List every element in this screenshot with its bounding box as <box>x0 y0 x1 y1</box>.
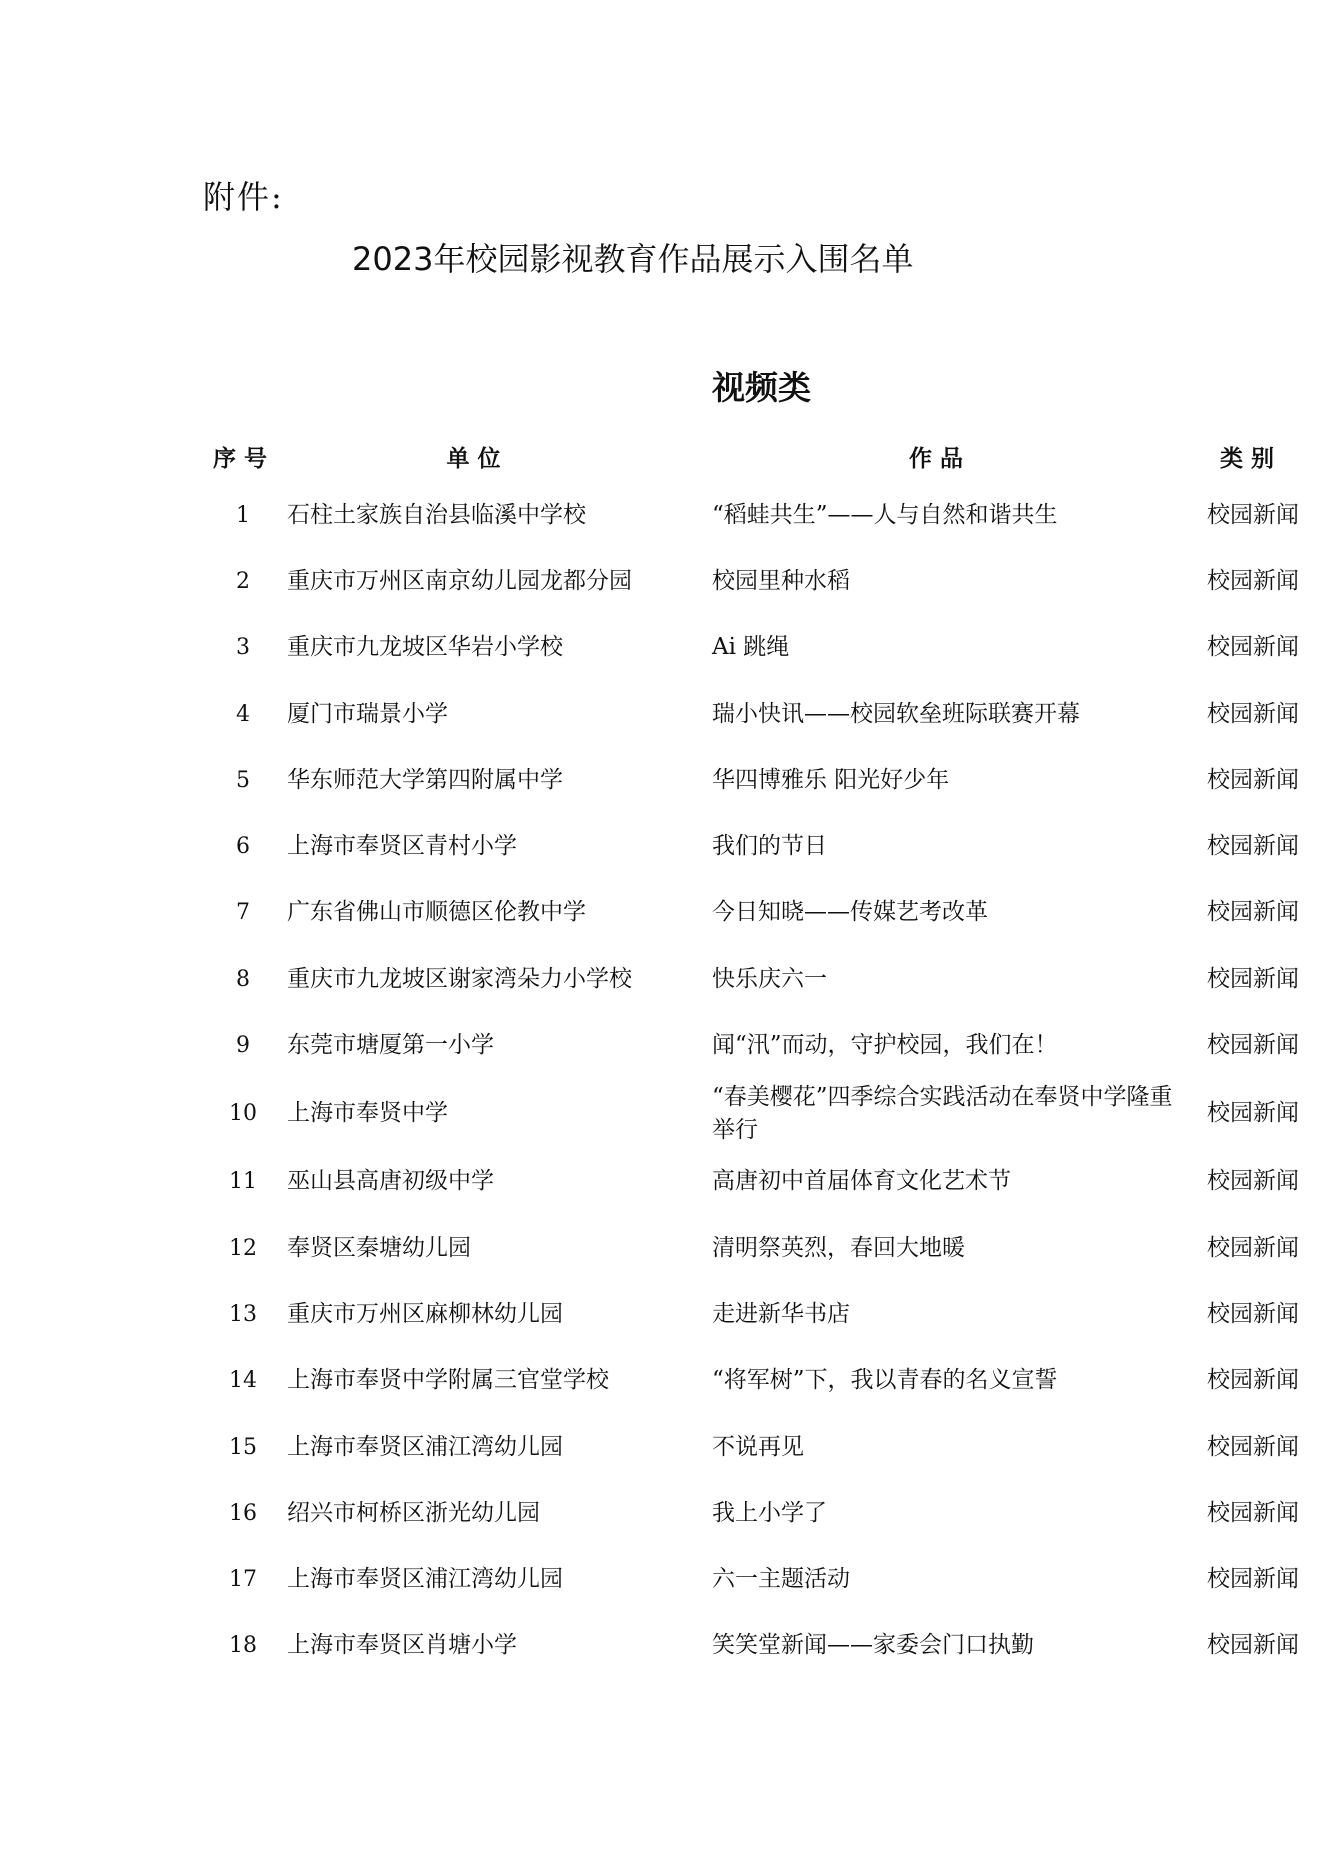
row-work: “春美樱花”四季综合实践活动在奉贤中学隆重举行 <box>712 1083 1173 1143</box>
row-no: 1 <box>236 502 250 528</box>
table-row <box>195 1546 1315 1612</box>
row-no: 14 <box>229 1368 257 1394</box>
table-row <box>195 1215 1315 1281</box>
row-no: 7 <box>236 900 250 926</box>
row-no: 9 <box>236 1033 250 1059</box>
row-category: 校园新闻 <box>1207 1566 1299 1593</box>
shortlist-table <box>195 430 1315 1679</box>
row-unit: 上海市奉贤区浦江湾幼儿园 <box>287 1566 563 1593</box>
table-row <box>195 1480 1315 1546</box>
row-category: 校园新闻 <box>1207 1234 1299 1261</box>
row-category: 校园新闻 <box>1207 766 1299 793</box>
row-work: 今日知晓——传媒艺考改革 <box>712 899 988 926</box>
table-row <box>195 1281 1315 1347</box>
row-no: 12 <box>229 1235 257 1261</box>
row-category: 校园新闻 <box>1207 1032 1299 1059</box>
row-work: “将军树”下，我以青春的名义宣誓 <box>712 1367 1058 1394</box>
section-title: 视频类 <box>712 368 811 407</box>
document-title: 2023年校园影视教育作品展示入围名单 <box>352 240 914 278</box>
row-no: 5 <box>236 767 250 793</box>
table-row <box>195 681 1315 747</box>
row-work: Ai 跳绳 <box>712 634 790 661</box>
row-unit: 厦门市瑞景小学 <box>287 700 448 727</box>
row-work: 闻“汛”而动，守护校园，我们在！ <box>712 1032 1058 1059</box>
row-category: 校园新闻 <box>1207 634 1299 661</box>
row-unit: 绍兴市柯桥区浙光幼儿园 <box>287 1499 540 1526</box>
header-work: 作品 <box>909 445 971 472</box>
row-work: 高唐初中首届体育文化艺术节 <box>712 1168 1011 1195</box>
row-category: 校园新闻 <box>1207 1632 1299 1659</box>
table-row <box>195 548 1315 614</box>
attachment-label: 附件: <box>203 178 284 216</box>
row-no: 17 <box>229 1567 257 1593</box>
row-no: 11 <box>229 1169 257 1195</box>
row-category: 校园新闻 <box>1207 700 1299 727</box>
row-category: 校园新闻 <box>1207 1499 1299 1526</box>
table-row <box>195 747 1315 813</box>
row-work: 校园里种水稻 <box>712 567 850 594</box>
table-row <box>195 1012 1315 1078</box>
row-unit: 重庆市万州区麻柳林幼儿园 <box>287 1300 563 1327</box>
row-category: 校园新闻 <box>1207 965 1299 992</box>
table-row <box>195 813 1315 879</box>
table-row <box>195 946 1315 1012</box>
row-category: 校园新闻 <box>1207 899 1299 926</box>
row-no: 10 <box>229 1101 257 1127</box>
row-unit: 东莞市塘厦第一小学 <box>287 1032 494 1059</box>
row-unit: 上海市奉贤中学 <box>287 1100 448 1127</box>
row-no: 2 <box>236 568 250 594</box>
row-category: 校园新闻 <box>1207 1367 1299 1394</box>
row-work: 清明祭英烈，春回大地暖 <box>712 1234 965 1261</box>
row-work: 走进新华书店 <box>712 1300 850 1327</box>
row-work: 笑笑堂新闻——家委会门口执勤 <box>712 1632 1034 1659</box>
row-unit: 重庆市万州区南京幼儿园龙都分园 <box>287 567 632 594</box>
table-row <box>195 880 1315 946</box>
row-category: 校园新闻 <box>1207 1300 1299 1327</box>
row-unit: 重庆市九龙坡区华岩小学校 <box>287 634 563 661</box>
header-unit: 单位 <box>446 445 509 472</box>
row-category: 校园新闻 <box>1207 1168 1299 1195</box>
row-work: 瑞小快讯——校园软垒班际联赛开幕 <box>712 700 1080 727</box>
row-unit: 华东师范大学第四附属中学 <box>287 766 563 793</box>
table-row <box>195 482 1315 548</box>
row-unit: 石柱土家族自治县临溪中学校 <box>287 501 586 528</box>
row-no: 6 <box>236 834 250 860</box>
row-no: 8 <box>236 966 250 992</box>
table-header-row <box>195 430 1315 482</box>
row-category: 校园新闻 <box>1207 567 1299 594</box>
row-unit: 奉贤区秦塘幼儿园 <box>287 1234 471 1261</box>
row-work: 我们的节日 <box>712 833 827 860</box>
table-row <box>195 1613 1315 1679</box>
row-category: 校园新闻 <box>1207 501 1299 528</box>
table-row <box>195 615 1315 681</box>
row-unit: 上海市奉贤区浦江湾幼儿园 <box>287 1433 563 1460</box>
table-row <box>195 1149 1315 1215</box>
row-unit: 重庆市九龙坡区谢家湾朵力小学校 <box>287 965 632 992</box>
table-row <box>195 1079 1315 1149</box>
row-unit: 上海市奉贤区青村小学 <box>287 833 517 860</box>
row-category: 校园新闻 <box>1207 833 1299 860</box>
row-work: 我上小学了 <box>712 1499 827 1526</box>
table-row <box>195 1414 1315 1480</box>
row-no: 4 <box>236 701 250 727</box>
row-unit: 巫山县高唐初级中学 <box>287 1168 494 1195</box>
row-no: 16 <box>229 1500 257 1526</box>
row-no: 13 <box>229 1301 257 1327</box>
row-work: 不说再见 <box>712 1433 804 1460</box>
row-category: 校园新闻 <box>1207 1100 1299 1127</box>
row-unit: 上海市奉贤中学附属三官堂学校 <box>287 1367 609 1394</box>
row-category: 校园新闻 <box>1207 1433 1299 1460</box>
row-no: 15 <box>229 1434 257 1460</box>
row-no: 3 <box>236 635 250 661</box>
row-work: 快乐庆六一 <box>712 965 827 992</box>
row-unit: 上海市奉贤区肖塘小学 <box>287 1632 517 1659</box>
row-work: 华四博雅乐 阳光好少年 <box>712 766 950 793</box>
row-no: 18 <box>229 1633 257 1659</box>
header-no: 序号 <box>213 445 275 472</box>
header-category: 类别 <box>1220 445 1282 472</box>
table-row <box>195 1348 1315 1414</box>
row-unit: 广东省佛山市顺德区伦教中学 <box>287 899 586 926</box>
row-work: “稻蛙共生”——人与自然和谐共生 <box>712 501 1058 528</box>
row-work: 六一主题活动 <box>712 1566 850 1593</box>
